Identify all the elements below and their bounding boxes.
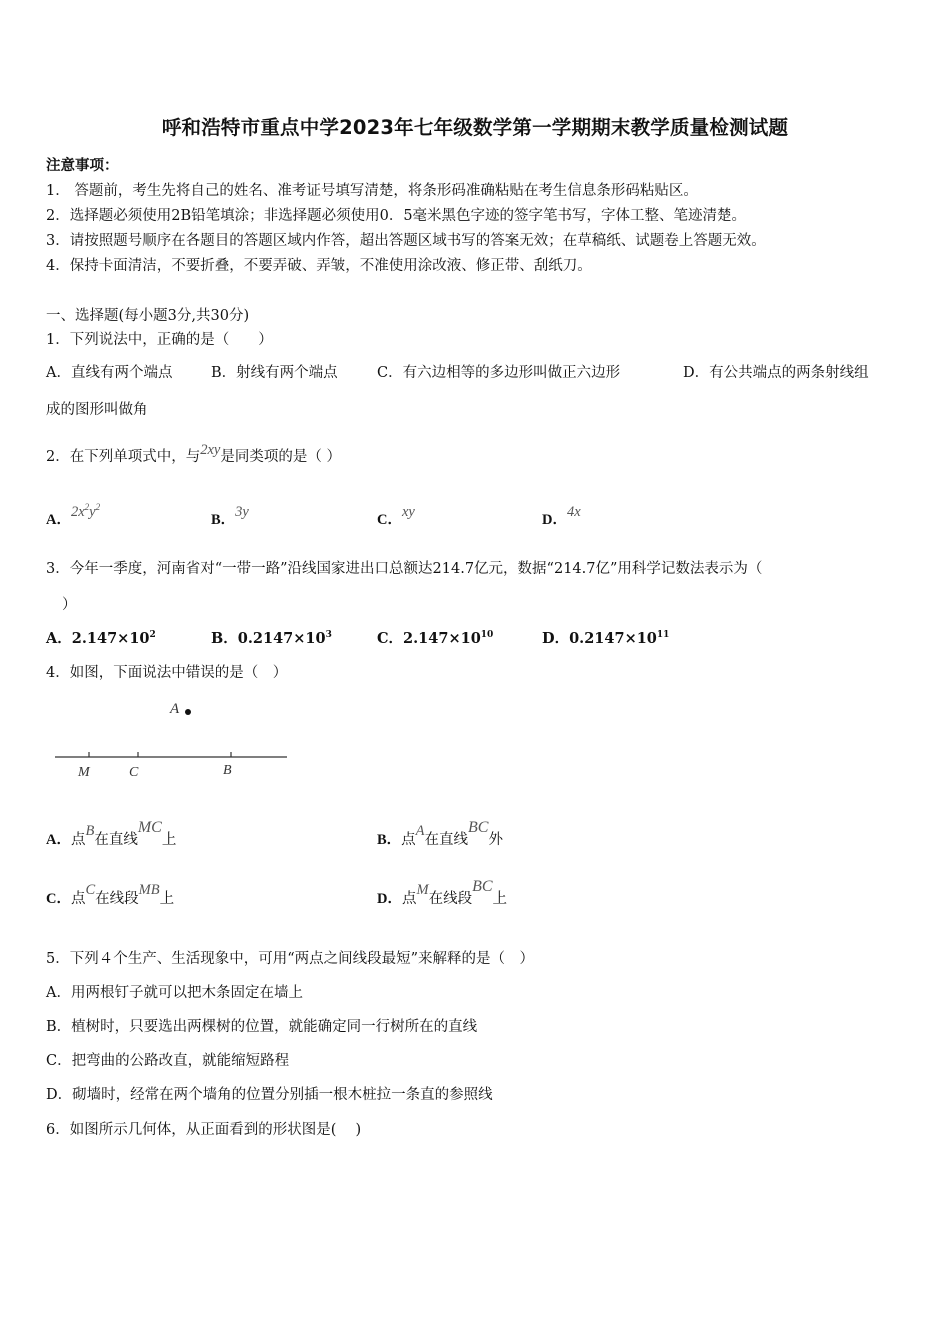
q5-option-d: D．砌墙时，经常在两个墙角的位置分别插一根木桩拉一条直的参照线: [46, 1087, 493, 1103]
q3-stem-continued: ）: [62, 597, 77, 613]
q1-stem: 1．下列说法中，正确的是（ ）: [46, 332, 273, 348]
q5-option-c: C．把弯曲的公路改直，就能缩短路程: [46, 1053, 290, 1069]
q3-stem: 3．今年一季度，河南省对“一带一路”沿线国家进出口总额达214.7亿元，数据“214.7亿”用科学记数法表示为（: [46, 561, 763, 577]
q3-option-d: D．$0.2147\times 10^{11}$: [542, 630, 670, 647]
q5-option-a: A．用两根钉子就可以把木条固定在墙上: [46, 985, 303, 1001]
q2-d-math: 4x: [566, 504, 581, 520]
q2-stem-pre: 2．在下列单项式中，与: [46, 449, 201, 465]
q2-b-label: B．: [211, 512, 236, 528]
q4-stem: 4．如图，下面说法中错误的是（ ）: [46, 665, 288, 681]
notice-heading: 注意事项：: [46, 157, 119, 174]
notice-item-2: 2．选择题必须使用2B铅笔填涂；非选择题必须使用0．5毫米黑色字迹的签字笔书写，字体工整、笔迹清楚。: [46, 208, 747, 224]
q1-option-d: D．有公共端点的两条射线组: [683, 365, 869, 381]
notice-item-3: 3．请按照题号顺序在各题目的答题区域内作答，超出答题区域书写的答案无效；在草稿纸、试题卷上答题无效。: [46, 233, 766, 249]
q2-option-a: [46, 500, 101, 528]
q2-b-math: 3y: [235, 504, 249, 520]
q2-stem: [46, 442, 341, 466]
q2-a-label: A．: [46, 512, 71, 528]
label-point-a: A: [170, 701, 180, 717]
q2-option-c: [377, 500, 415, 528]
label-point-b: B: [223, 763, 232, 778]
q3-option-a: A．$2.147\times 10^2$: [46, 630, 156, 647]
q1-option-a: A．直线有两个端点: [46, 365, 173, 381]
q1-option-d-continued: 成的图形叫做角: [46, 402, 148, 418]
q2-a-math: $2x^2y^2$: [70, 502, 101, 520]
q2-stem-post: 是同类项的是（ ）: [220, 449, 341, 465]
q4-figure: [40, 690, 320, 800]
q4-option-b: B．点A在直线BC外: [377, 819, 503, 848]
q3-option-b: B．$0.2147\times 10^3$: [211, 630, 332, 647]
label-point-m: M: [78, 765, 90, 780]
q5-option-b: B．植树时，只要选出两棵树的位置，就能确定同一行树所在的直线: [46, 1019, 478, 1035]
q1-option-b: B．射线有两个端点: [211, 365, 338, 381]
q3-option-c: C．$2.147\times 10^{10}$: [377, 630, 494, 647]
q4-option-a: A．点B在直线MC上: [46, 819, 177, 848]
q4-option-c: C．点C在线段MB上: [46, 882, 175, 907]
q2-c-label: C．: [377, 512, 402, 528]
q2-option-b: [211, 500, 249, 528]
q1-option-c: C．有六边相等的多边形叫做正六边形: [377, 365, 621, 381]
page-title: 呼和浩特市重点中学2023年七年级数学第一学期期末教学质量检测试题: [161, 116, 789, 139]
q6-stem: 6．如图所示几何体，从正面看到的形状图是( ): [46, 1122, 362, 1138]
label-point-c: C: [129, 765, 139, 780]
section-heading: 一、选择题(每小题3分,共30分): [46, 308, 250, 324]
notice-item-1: 1． 答题前，考生先将自己的姓名、准考证号填写清楚，将条形码准确粘贴在考生信息条形码粘贴区。: [46, 183, 698, 199]
point-a-dot: [185, 709, 191, 715]
q2-stem-math: 2xy: [200, 442, 221, 458]
q5-stem: 5．下列４个生产、生活现象中，可用“两点之间线段最短”来解释的是（ ）: [46, 951, 535, 967]
q2-d-label: D．: [542, 512, 567, 528]
notice-item-4: 4．保持卡面清洁，不要折叠，不要弄破、弄皱，不准使用涂改液、修正带、刮纸刀。: [46, 258, 592, 274]
q2-option-d: [542, 500, 581, 528]
q4-option-d: D．点M在线段BC上: [377, 878, 508, 907]
q2-c-math: xy: [401, 504, 415, 520]
